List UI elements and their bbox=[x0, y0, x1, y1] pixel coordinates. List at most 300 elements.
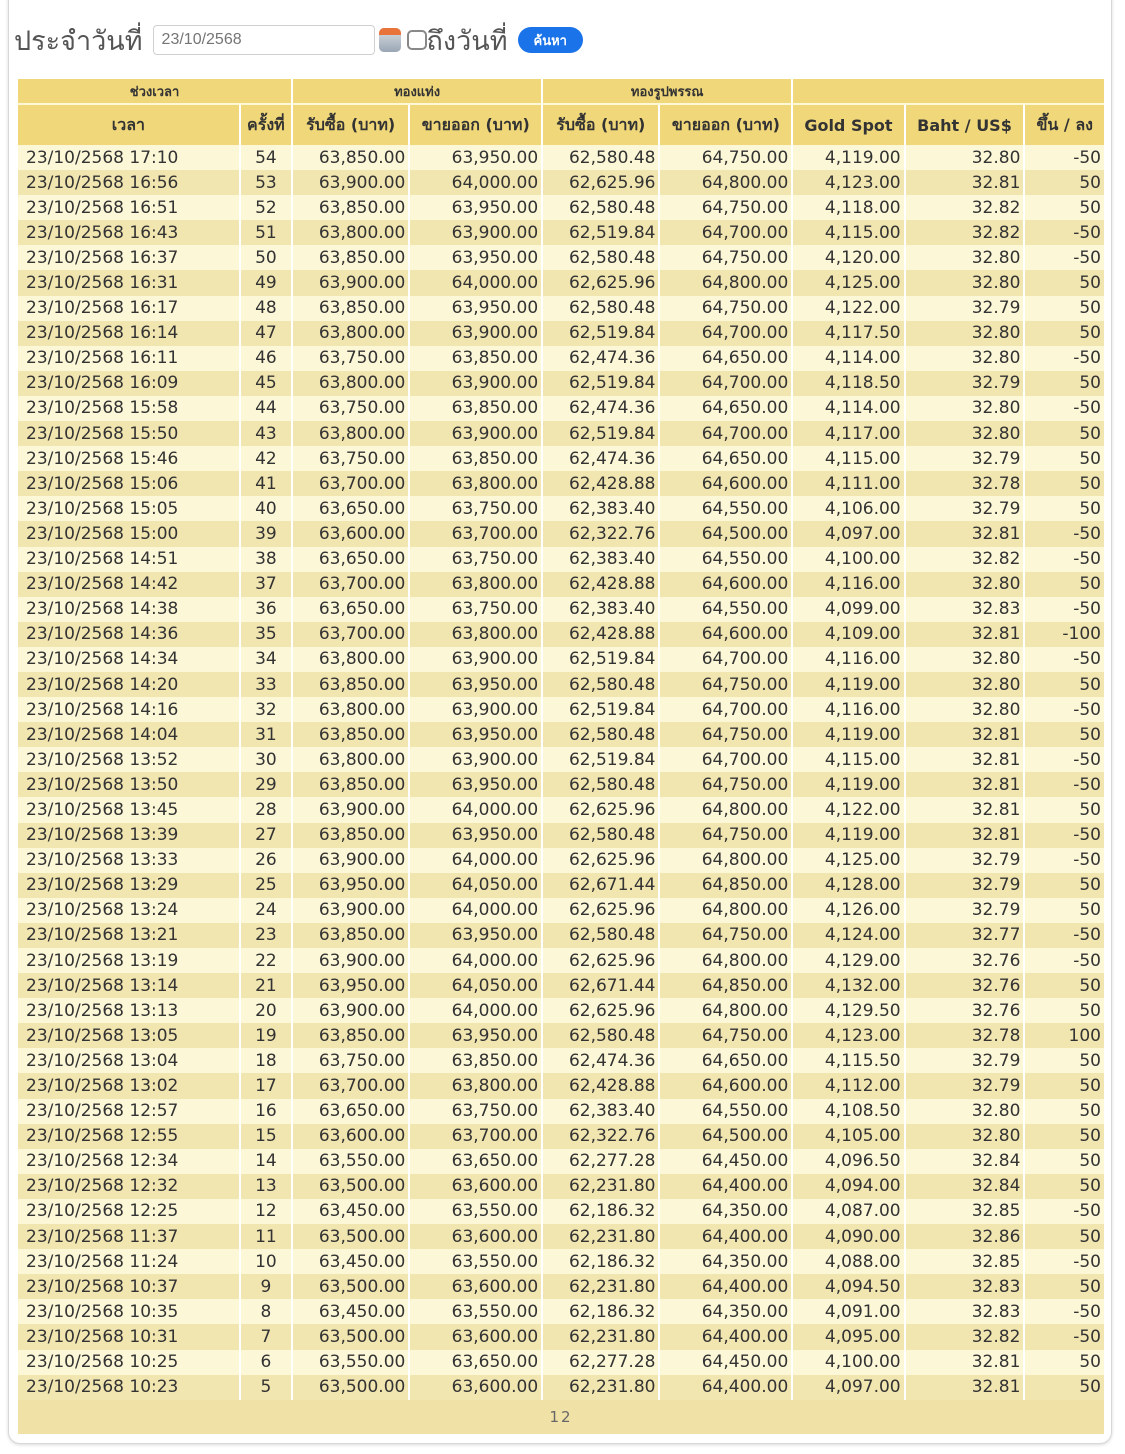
cell-ornament-buy: 62,186.32 bbox=[543, 1249, 658, 1274]
cell-bar-buy: 63,850.00 bbox=[293, 722, 408, 747]
cell-baht-usd: 32.81 bbox=[906, 1350, 1024, 1375]
cell-gold-spot: 4,128.00 bbox=[793, 873, 903, 898]
table-row bbox=[18, 1199, 1104, 1224]
cell-gold-spot: 4,117.50 bbox=[793, 321, 903, 346]
cell-ornament-sell: 64,800.00 bbox=[660, 270, 791, 295]
cell-bar-buy: 63,850.00 bbox=[293, 296, 408, 321]
column-header-time: เวลา bbox=[18, 105, 239, 145]
cell-change: -50 bbox=[1025, 220, 1104, 245]
cell-time: 23/10/2568 13:45 bbox=[18, 797, 239, 822]
pagination-row bbox=[18, 1400, 1104, 1434]
cell-ornament-sell: 64,600.00 bbox=[660, 622, 791, 647]
cell-gold-spot: 4,100.00 bbox=[793, 1350, 903, 1375]
column-header-bar-sell: ขายออก (บาท) bbox=[410, 105, 541, 145]
cell-gold-spot: 4,116.00 bbox=[793, 572, 903, 597]
table-row bbox=[18, 647, 1104, 672]
cell-ornament-buy: 62,383.40 bbox=[543, 1099, 658, 1124]
cell-bar-buy: 63,700.00 bbox=[293, 1073, 408, 1098]
cell-bar-sell: 63,600.00 bbox=[410, 1375, 541, 1400]
cell-baht-usd: 32.81 bbox=[906, 722, 1024, 747]
cell-bar-buy: 63,750.00 bbox=[293, 346, 408, 371]
cell-baht-usd: 32.81 bbox=[906, 622, 1024, 647]
cell-ornament-buy: 62,231.80 bbox=[543, 1224, 658, 1249]
cell-bar-sell: 63,600.00 bbox=[410, 1224, 541, 1249]
cell-baht-usd: 32.82 bbox=[906, 547, 1024, 572]
cell-gold-spot: 4,123.00 bbox=[793, 1023, 903, 1048]
cell-ornament-buy: 62,580.48 bbox=[543, 672, 658, 697]
cell-baht-usd: 32.80 bbox=[906, 421, 1024, 446]
cell-bar-sell: 63,550.00 bbox=[410, 1199, 541, 1224]
cell-ornament-sell: 64,750.00 bbox=[660, 245, 791, 270]
cell-time: 23/10/2568 13:13 bbox=[18, 998, 239, 1023]
cell-bar-buy: 63,450.00 bbox=[293, 1199, 408, 1224]
cell-bar-sell: 64,000.00 bbox=[410, 998, 541, 1023]
cell-round: 39 bbox=[241, 521, 291, 546]
cell-ornament-sell: 64,400.00 bbox=[660, 1174, 791, 1199]
cell-bar-sell: 63,850.00 bbox=[410, 346, 541, 371]
cell-ornament-sell: 64,550.00 bbox=[660, 547, 791, 572]
cell-gold-spot: 4,100.00 bbox=[793, 547, 903, 572]
table-row bbox=[18, 471, 1104, 496]
cell-bar-buy: 63,650.00 bbox=[293, 597, 408, 622]
cell-round: 19 bbox=[241, 1023, 291, 1048]
cell-change: 50 bbox=[1025, 371, 1104, 396]
cell-change: 50 bbox=[1025, 471, 1104, 496]
cell-time: 23/10/2568 13:02 bbox=[18, 1073, 239, 1098]
cell-time: 23/10/2568 12:55 bbox=[18, 1124, 239, 1149]
table-row bbox=[18, 697, 1104, 722]
cell-round: 53 bbox=[241, 170, 291, 195]
cell-gold-spot: 4,096.50 bbox=[793, 1149, 903, 1174]
cell-baht-usd: 32.82 bbox=[906, 220, 1024, 245]
cell-change: -50 bbox=[1025, 145, 1104, 170]
date-input[interactable] bbox=[153, 25, 375, 55]
table-row bbox=[18, 948, 1104, 973]
cell-round: 31 bbox=[241, 722, 291, 747]
cell-change: 50 bbox=[1025, 973, 1104, 998]
cell-change: -50 bbox=[1025, 747, 1104, 772]
cell-round: 8 bbox=[241, 1299, 291, 1324]
cell-ornament-buy: 62,519.84 bbox=[543, 647, 658, 672]
cell-ornament-sell: 64,600.00 bbox=[660, 1073, 791, 1098]
cell-ornament-sell: 64,700.00 bbox=[660, 371, 791, 396]
cell-ornament-sell: 64,750.00 bbox=[660, 722, 791, 747]
cell-time: 23/10/2568 13:33 bbox=[18, 848, 239, 873]
cell-bar-sell: 63,950.00 bbox=[410, 195, 541, 220]
cell-ornament-sell: 64,550.00 bbox=[660, 597, 791, 622]
cell-ornament-buy: 62,671.44 bbox=[543, 973, 658, 998]
cell-bar-sell: 63,550.00 bbox=[410, 1299, 541, 1324]
cell-baht-usd: 32.83 bbox=[906, 597, 1024, 622]
cell-time: 23/10/2568 14:16 bbox=[18, 697, 239, 722]
cell-ornament-buy: 62,322.76 bbox=[543, 521, 658, 546]
cell-round: 20 bbox=[241, 998, 291, 1023]
cell-ornament-buy: 62,625.96 bbox=[543, 270, 658, 295]
cell-change: 50 bbox=[1025, 797, 1104, 822]
cell-ornament-sell: 64,400.00 bbox=[660, 1375, 791, 1400]
cell-ornament-sell: 64,700.00 bbox=[660, 421, 791, 446]
cell-round: 26 bbox=[241, 848, 291, 873]
cell-baht-usd: 32.78 bbox=[906, 471, 1024, 496]
table-row bbox=[18, 170, 1104, 195]
cell-bar-sell: 63,950.00 bbox=[410, 923, 541, 948]
cell-ornament-buy: 62,580.48 bbox=[543, 1023, 658, 1048]
table-row bbox=[18, 747, 1104, 772]
cell-bar-sell: 63,700.00 bbox=[410, 521, 541, 546]
cell-time: 23/10/2568 14:34 bbox=[18, 647, 239, 672]
cell-gold-spot: 4,094.00 bbox=[793, 1174, 903, 1199]
cell-gold-spot: 4,115.00 bbox=[793, 747, 903, 772]
cell-baht-usd: 32.84 bbox=[906, 1149, 1024, 1174]
cell-bar-buy: 63,900.00 bbox=[293, 898, 408, 923]
table-row bbox=[18, 1048, 1104, 1073]
table-row bbox=[18, 597, 1104, 622]
table-row bbox=[18, 1274, 1104, 1299]
page-link-1[interactable]: 1 bbox=[549, 1407, 561, 1426]
cell-ornament-sell: 64,750.00 bbox=[660, 672, 791, 697]
cell-round: 34 bbox=[241, 647, 291, 672]
cell-change: 50 bbox=[1025, 672, 1104, 697]
cell-round: 51 bbox=[241, 220, 291, 245]
cell-baht-usd: 32.84 bbox=[906, 1174, 1024, 1199]
cell-round: 45 bbox=[241, 371, 291, 396]
cell-baht-usd: 32.79 bbox=[906, 446, 1024, 471]
cell-round: 41 bbox=[241, 471, 291, 496]
cell-ornament-sell: 64,450.00 bbox=[660, 1350, 791, 1375]
cell-time: 23/10/2568 12:32 bbox=[18, 1174, 239, 1199]
cell-ornament-sell: 64,450.00 bbox=[660, 1149, 791, 1174]
cell-ornament-sell: 64,400.00 bbox=[660, 1274, 791, 1299]
cell-round: 42 bbox=[241, 446, 291, 471]
cell-ornament-buy: 62,580.48 bbox=[543, 823, 658, 848]
cell-bar-buy: 63,500.00 bbox=[293, 1375, 408, 1400]
group-header-time: ช่วงเวลา bbox=[18, 79, 291, 105]
cell-change: -50 bbox=[1025, 923, 1104, 948]
cell-baht-usd: 32.79 bbox=[906, 898, 1024, 923]
cell-bar-buy: 63,700.00 bbox=[293, 471, 408, 496]
cell-ornament-buy: 62,580.48 bbox=[543, 923, 658, 948]
cell-bar-sell: 63,900.00 bbox=[410, 321, 541, 346]
cell-baht-usd: 32.79 bbox=[906, 1073, 1024, 1098]
cell-baht-usd: 32.76 bbox=[906, 973, 1024, 998]
table-row bbox=[18, 396, 1104, 421]
cell-time: 23/10/2568 16:14 bbox=[18, 321, 239, 346]
cell-ornament-sell: 64,350.00 bbox=[660, 1199, 791, 1224]
cell-bar-buy: 63,500.00 bbox=[293, 1224, 408, 1249]
cell-gold-spot: 4,119.00 bbox=[793, 823, 903, 848]
cell-bar-buy: 63,900.00 bbox=[293, 270, 408, 295]
cell-ornament-sell: 64,800.00 bbox=[660, 998, 791, 1023]
cell-change: -50 bbox=[1025, 1299, 1104, 1324]
cell-ornament-buy: 62,519.84 bbox=[543, 697, 658, 722]
cell-gold-spot: 4,099.00 bbox=[793, 597, 903, 622]
cell-round: 10 bbox=[241, 1249, 291, 1274]
cell-ornament-sell: 64,650.00 bbox=[660, 446, 791, 471]
cell-bar-buy: 63,850.00 bbox=[293, 195, 408, 220]
cell-gold-spot: 4,088.00 bbox=[793, 1249, 903, 1274]
cell-gold-spot: 4,115.00 bbox=[793, 446, 903, 471]
cell-baht-usd: 32.80 bbox=[906, 1099, 1024, 1124]
table-row bbox=[18, 998, 1104, 1023]
cell-baht-usd: 32.85 bbox=[906, 1249, 1024, 1274]
cell-round: 25 bbox=[241, 873, 291, 898]
cell-change: -50 bbox=[1025, 245, 1104, 270]
table-row bbox=[18, 1249, 1104, 1274]
cell-bar-buy: 63,800.00 bbox=[293, 421, 408, 446]
cell-bar-buy: 63,500.00 bbox=[293, 1274, 408, 1299]
cell-change: -50 bbox=[1025, 697, 1104, 722]
cell-time: 23/10/2568 16:17 bbox=[18, 296, 239, 321]
cell-ornament-buy: 62,519.84 bbox=[543, 421, 658, 446]
cell-ornament-buy: 62,580.48 bbox=[543, 772, 658, 797]
cell-bar-buy: 63,550.00 bbox=[293, 1149, 408, 1174]
cell-round: 12 bbox=[241, 1199, 291, 1224]
cell-bar-sell: 64,000.00 bbox=[410, 270, 541, 295]
cell-time: 23/10/2568 14:04 bbox=[18, 722, 239, 747]
cell-change: -50 bbox=[1025, 1324, 1104, 1349]
cell-bar-sell: 63,750.00 bbox=[410, 597, 541, 622]
cell-baht-usd: 32.79 bbox=[906, 371, 1024, 396]
cell-round: 44 bbox=[241, 396, 291, 421]
cell-bar-sell: 64,050.00 bbox=[410, 873, 541, 898]
cell-round: 17 bbox=[241, 1073, 291, 1098]
cell-bar-sell: 63,950.00 bbox=[410, 245, 541, 270]
search-button[interactable]: ค้นหา bbox=[518, 27, 583, 53]
cell-change: 50 bbox=[1025, 572, 1104, 597]
column-header-bar-buy: รับซื้อ (บาท) bbox=[293, 105, 408, 145]
cell-time: 23/10/2568 15:46 bbox=[18, 446, 239, 471]
cell-change: -50 bbox=[1025, 1249, 1104, 1274]
column-header-change: ขึ้น / ลง bbox=[1025, 105, 1104, 145]
cell-baht-usd: 32.81 bbox=[906, 797, 1024, 822]
cell-ornament-buy: 62,625.96 bbox=[543, 998, 658, 1023]
cell-gold-spot: 4,129.50 bbox=[793, 998, 903, 1023]
cell-ornament-sell: 64,700.00 bbox=[660, 747, 791, 772]
cell-time: 23/10/2568 12:25 bbox=[18, 1199, 239, 1224]
cell-gold-spot: 4,120.00 bbox=[793, 245, 903, 270]
cell-baht-usd: 32.81 bbox=[906, 823, 1024, 848]
table-row bbox=[18, 245, 1104, 270]
cell-round: 18 bbox=[241, 1048, 291, 1073]
cell-bar-buy: 63,850.00 bbox=[293, 823, 408, 848]
cell-ornament-buy: 62,186.32 bbox=[543, 1299, 658, 1324]
cell-bar-sell: 63,950.00 bbox=[410, 296, 541, 321]
cell-ornament-buy: 62,625.96 bbox=[543, 848, 658, 873]
cell-ornament-buy: 62,474.36 bbox=[543, 346, 658, 371]
cell-time: 23/10/2568 15:00 bbox=[18, 521, 239, 546]
table-row bbox=[18, 1073, 1104, 1098]
cell-round: 43 bbox=[241, 421, 291, 446]
cell-ornament-sell: 64,700.00 bbox=[660, 321, 791, 346]
cell-ornament-sell: 64,750.00 bbox=[660, 772, 791, 797]
cell-bar-sell: 63,700.00 bbox=[410, 1124, 541, 1149]
cell-change: -50 bbox=[1025, 346, 1104, 371]
table-row bbox=[18, 873, 1104, 898]
cell-ornament-buy: 62,474.36 bbox=[543, 446, 658, 471]
cell-bar-sell: 63,900.00 bbox=[410, 747, 541, 772]
cell-bar-buy: 63,850.00 bbox=[293, 1023, 408, 1048]
cell-baht-usd: 32.78 bbox=[906, 1023, 1024, 1048]
cell-ornament-buy: 62,383.40 bbox=[543, 597, 658, 622]
cell-baht-usd: 32.79 bbox=[906, 296, 1024, 321]
cell-bar-buy: 63,850.00 bbox=[293, 772, 408, 797]
column-header-ornament-buy: รับซื้อ (บาท) bbox=[543, 105, 658, 145]
cell-gold-spot: 4,109.00 bbox=[793, 622, 903, 647]
page-link-2[interactable]: 2 bbox=[561, 1407, 573, 1426]
cell-round: 7 bbox=[241, 1324, 291, 1349]
cell-gold-spot: 4,087.00 bbox=[793, 1199, 903, 1224]
cell-ornament-sell: 64,850.00 bbox=[660, 973, 791, 998]
cell-bar-sell: 64,000.00 bbox=[410, 848, 541, 873]
cell-round: 11 bbox=[241, 1224, 291, 1249]
cell-gold-spot: 4,117.00 bbox=[793, 421, 903, 446]
cell-bar-sell: 63,800.00 bbox=[410, 572, 541, 597]
cell-ornament-sell: 64,600.00 bbox=[660, 471, 791, 496]
cell-bar-sell: 64,000.00 bbox=[410, 170, 541, 195]
cell-baht-usd: 32.79 bbox=[906, 873, 1024, 898]
cell-time: 23/10/2568 13:14 bbox=[18, 973, 239, 998]
cell-ornament-sell: 64,750.00 bbox=[660, 145, 791, 170]
cell-bar-sell: 63,900.00 bbox=[410, 421, 541, 446]
cell-ornament-buy: 62,580.48 bbox=[543, 145, 658, 170]
cell-change: 50 bbox=[1025, 1375, 1104, 1400]
cell-round: 9 bbox=[241, 1274, 291, 1299]
cell-gold-spot: 4,125.00 bbox=[793, 848, 903, 873]
cell-bar-buy: 63,850.00 bbox=[293, 145, 408, 170]
cell-change: -50 bbox=[1025, 647, 1104, 672]
cell-ornament-buy: 62,580.48 bbox=[543, 245, 658, 270]
cell-bar-sell: 63,800.00 bbox=[410, 471, 541, 496]
table-row bbox=[18, 848, 1104, 873]
table-row bbox=[18, 195, 1104, 220]
cell-bar-sell: 63,800.00 bbox=[410, 622, 541, 647]
cell-time: 23/10/2568 13:05 bbox=[18, 1023, 239, 1048]
cell-bar-sell: 63,850.00 bbox=[410, 396, 541, 421]
cell-change: 50 bbox=[1025, 496, 1104, 521]
cell-gold-spot: 4,114.00 bbox=[793, 346, 903, 371]
table-row bbox=[18, 521, 1104, 546]
to-date-checkbox[interactable] bbox=[407, 30, 427, 50]
cell-bar-buy: 63,450.00 bbox=[293, 1249, 408, 1274]
cell-ornament-buy: 62,231.80 bbox=[543, 1274, 658, 1299]
cell-baht-usd: 32.80 bbox=[906, 321, 1024, 346]
cell-round: 46 bbox=[241, 346, 291, 371]
cell-change: 50 bbox=[1025, 1149, 1104, 1174]
cell-round: 29 bbox=[241, 772, 291, 797]
cell-baht-usd: 32.80 bbox=[906, 647, 1024, 672]
cell-change: 50 bbox=[1025, 1224, 1104, 1249]
cell-baht-usd: 32.80 bbox=[906, 572, 1024, 597]
cell-ornament-buy: 62,474.36 bbox=[543, 1048, 658, 1073]
cell-time: 23/10/2568 14:38 bbox=[18, 597, 239, 622]
table-row bbox=[18, 1023, 1104, 1048]
cell-baht-usd: 32.81 bbox=[906, 170, 1024, 195]
cell-change: 50 bbox=[1025, 1124, 1104, 1149]
cell-bar-buy: 63,950.00 bbox=[293, 873, 408, 898]
cell-gold-spot: 4,106.00 bbox=[793, 496, 903, 521]
table-row bbox=[18, 1149, 1104, 1174]
cell-time: 23/10/2568 13:39 bbox=[18, 823, 239, 848]
cell-bar-buy: 63,500.00 bbox=[293, 1324, 408, 1349]
cell-ornament-sell: 64,700.00 bbox=[660, 647, 791, 672]
cell-gold-spot: 4,112.00 bbox=[793, 1073, 903, 1098]
cell-bar-sell: 63,900.00 bbox=[410, 371, 541, 396]
cell-time: 23/10/2568 13:50 bbox=[18, 772, 239, 797]
cell-baht-usd: 32.80 bbox=[906, 145, 1024, 170]
cell-bar-buy: 63,500.00 bbox=[293, 1174, 408, 1199]
table-row bbox=[18, 346, 1104, 371]
calendar-icon[interactable] bbox=[379, 28, 401, 52]
cell-bar-sell: 63,800.00 bbox=[410, 1073, 541, 1098]
cell-change: 50 bbox=[1025, 195, 1104, 220]
cell-baht-usd: 32.81 bbox=[906, 772, 1024, 797]
cell-bar-sell: 64,000.00 bbox=[410, 948, 541, 973]
group-header-gold-bar: ทองแท่ง bbox=[293, 79, 541, 105]
cell-round: 38 bbox=[241, 547, 291, 572]
table-row bbox=[18, 270, 1104, 295]
cell-gold-spot: 4,119.00 bbox=[793, 772, 903, 797]
cell-gold-spot: 4,124.00 bbox=[793, 923, 903, 948]
cell-bar-sell: 63,950.00 bbox=[410, 145, 541, 170]
cell-bar-sell: 63,550.00 bbox=[410, 1249, 541, 1274]
cell-gold-spot: 4,095.00 bbox=[793, 1324, 903, 1349]
cell-baht-usd: 32.81 bbox=[906, 521, 1024, 546]
cell-bar-sell: 63,750.00 bbox=[410, 496, 541, 521]
cell-round: 14 bbox=[241, 1149, 291, 1174]
cell-gold-spot: 4,125.00 bbox=[793, 270, 903, 295]
cell-bar-buy: 63,900.00 bbox=[293, 998, 408, 1023]
cell-ornament-sell: 64,350.00 bbox=[660, 1249, 791, 1274]
cell-ornament-buy: 62,383.40 bbox=[543, 496, 658, 521]
table-row bbox=[18, 220, 1104, 245]
cell-bar-sell: 64,000.00 bbox=[410, 898, 541, 923]
cell-time: 23/10/2568 15:50 bbox=[18, 421, 239, 446]
column-header-baht-usd: Baht / US$ bbox=[906, 105, 1024, 145]
cell-ornament-sell: 64,400.00 bbox=[660, 1224, 791, 1249]
table-row bbox=[18, 1124, 1104, 1149]
table-row bbox=[18, 1299, 1104, 1324]
cell-baht-usd: 32.80 bbox=[906, 245, 1024, 270]
date-filter-bar bbox=[14, 14, 583, 66]
cell-ornament-buy: 62,580.48 bbox=[543, 195, 658, 220]
cell-round: 40 bbox=[241, 496, 291, 521]
cell-gold-spot: 4,118.00 bbox=[793, 195, 903, 220]
cell-time: 23/10/2568 11:37 bbox=[18, 1224, 239, 1249]
cell-ornament-sell: 64,500.00 bbox=[660, 521, 791, 546]
cell-ornament-sell: 64,650.00 bbox=[660, 346, 791, 371]
cell-bar-sell: 63,650.00 bbox=[410, 1149, 541, 1174]
cell-round: 23 bbox=[241, 923, 291, 948]
cell-time: 23/10/2568 15:06 bbox=[18, 471, 239, 496]
cell-gold-spot: 4,119.00 bbox=[793, 145, 903, 170]
table-row bbox=[18, 797, 1104, 822]
table-row bbox=[18, 496, 1104, 521]
cell-gold-spot: 4,126.00 bbox=[793, 898, 903, 923]
table-row bbox=[18, 722, 1104, 747]
cell-gold-spot: 4,108.50 bbox=[793, 1099, 903, 1124]
cell-round: 54 bbox=[241, 145, 291, 170]
cell-change: 50 bbox=[1025, 421, 1104, 446]
cell-round: 16 bbox=[241, 1099, 291, 1124]
cell-round: 5 bbox=[241, 1375, 291, 1400]
table-row bbox=[18, 446, 1104, 471]
table-row bbox=[18, 973, 1104, 998]
cell-bar-buy: 63,800.00 bbox=[293, 220, 408, 245]
cell-time: 23/10/2568 15:58 bbox=[18, 396, 239, 421]
cell-ornament-sell: 64,800.00 bbox=[660, 948, 791, 973]
cell-time: 23/10/2568 10:25 bbox=[18, 1350, 239, 1375]
cell-bar-sell: 64,000.00 bbox=[410, 797, 541, 822]
